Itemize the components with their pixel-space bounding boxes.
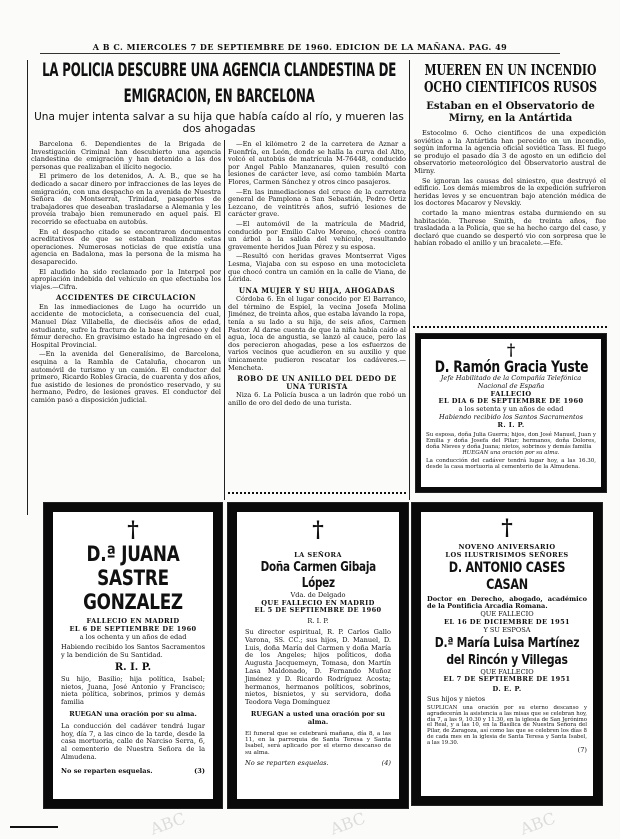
watermark: ABC xyxy=(147,808,188,839)
obituary-request: RUEGAN una oración por su alma. xyxy=(69,709,197,718)
dotted-rule xyxy=(413,326,607,329)
article-left-column xyxy=(31,141,221,496)
cross-icon: † xyxy=(312,517,324,543)
deceased-name: D. ANTONIO CASES CASAN xyxy=(448,559,566,593)
paragraph: —En el kilómetro 2 de la carretera de Aznar a Fuenfría, en León, donde se halla la curva del Alto, volcó el autobús de matrícula M-76448, conducido por Angel Pablo Manzanares, quien resultó con lesiones de carácter leve, así como también Marta Flores, Carmen Sánchez y otros cinco pasajeros. xyxy=(228,141,406,186)
obituary-intro: LOS ILUSTRISIMOS SEÑORES xyxy=(445,550,569,559)
paragraph: Barcelona 6. Dependientes de la Brigada de Investigación Criminal han descubierto una agencia clandestina de emigración y han detenido a las dos personas que realizaban el ilícito negocio. xyxy=(31,141,221,171)
deceased-name: D.ª María Luisa Martínez del Rincón y Villegas xyxy=(434,634,580,668)
obituary-line: FALLECIO EN MADRID xyxy=(86,617,180,625)
obituary-ramon-gracia-yuste xyxy=(416,334,606,492)
obituary-family: Su director espiritual, R. P. Carlos Gallo Varona, SS. CC.; sus hijos, D. Manuel, D. Luis, doña María del Carmen y doña María de los Angeles; hijos políticos, doña Augusta Jacquemeyn, Tomasa, don Martín Lasa Maldonado, D. Fernando Muñoz Jiménez y D. Ricardo Rodríguez Acosta; hermanos, hermanos políticos, sobrinos, nietos, bisnietos, y su servidora, doña Teodora Vega Domínguez xyxy=(245,627,391,707)
obituary-service: El funeral que se celebrará mañana, día 8, a las 11, en la parroquia de Santa Teresa y Santa Isabel, será aplicado por el eterno descanso de su alma. xyxy=(245,730,391,756)
obituary-line: EL 16 DE DICIEMBRE DE 1951 xyxy=(443,617,571,626)
column-rule xyxy=(224,140,225,500)
deceased-name: D. Ramón Gracia Yuste xyxy=(434,357,588,376)
paragraph: Córdoba 6. En el lugar conocido por El Barranco, del término de Espiel, la vecina Josefa Molina Jiménez, de treinta años, que estaba lavando la ropa, tenía a su lado a su hija, de seis años, Carmen Pastor. Al darse cuenta de que la niña había caído al agua, loca de angustia, se lanzó al cauce, pero las dos perecieron ahogadas, pese a los esfuerzos de varios vecinos que acudieron en su auxilio y que únicamente pudieron rescatar los cadáveres.—Mencheta. xyxy=(228,295,406,372)
rip: R. I. P. xyxy=(497,420,525,429)
obituary-line: Doctor en Derecho, abogado, académico de la Pontificia Arcadia Romana. xyxy=(427,594,587,611)
paragraph: El primero de los detenidos, A. A. B., que se ha dedicado a sacar dinero por infracciones de las leyes de emigración, con una despacho en la avenida de Nuestra Señora de Montserrat, Trinidad, pasaportes de trabajadores que deseaban trasladarse a Alemania y les proveía trabajo bien remunerado en aquel país. El recorrido se efectuaba en autobús. xyxy=(31,172,221,226)
obituary-intro: LA SEÑORA xyxy=(294,551,342,559)
right-subhead: Estaban en el Observatorio de Mirny, en la Antártida xyxy=(426,101,595,124)
obituary-line: FALLECIO xyxy=(490,389,532,398)
obituary-family: Su esposa, doña Julia Guerra; hijos, don José Manuel, Juan y Emilia y doña Josefa del Pilar; hermanos, doña Dolores, doña Nieves y doña Juana; nietos, sobrinos y demás familia xyxy=(426,431,596,450)
paragraph: —En las inmediaciones del cruce de la carretera general de Pamplona a San Sebastián, Pedro Ortiz Lezcano, de veintitrés años, sufrió lesiones de carácter grave. xyxy=(228,187,406,219)
paragraph: El aludido ha sido reclamado por la Interpol por apropiación indebida del vehículo en que efectuaba los viajes.—Cifra. xyxy=(31,267,221,291)
paragraph: En el despacho citado se encontraron documentos acreditativos de que se estaban realizando estas operaciones. Numerosas noticias de que existía una agencia en Badalona, mas la persona de la misma ha desaparecido. xyxy=(31,227,221,266)
page-header: A B C. MIERCOLES 7 DE SEPTIEMBRE DE 1960. EDICION DE LA MAÑANA. PAG. 49 xyxy=(40,42,560,54)
ad-code: (4) xyxy=(381,759,391,768)
obituary-service: SUPLICAN una oración por su eterno descanso y agradecerán la asistencia a las misas que se celebran hoy, día 7, a las 9, 10.30 y 11.30, en la iglesia de San Jerónimo el Real, y a las 10, en la Basílica de Nuestra Señora del Pilar, de Zaragoza, así como las que se celebren los días 8 de cada mes en la iglesia de Santa Teresa y Santa Isabel, a las 19.30. xyxy=(427,704,587,747)
article-right-column xyxy=(414,130,606,322)
ad-code: (7) xyxy=(577,746,587,755)
watermark: ABC xyxy=(517,808,558,839)
paragraph: —En la avenida del Generalísimo, de Barcelona, esquina a la Rambla de Cataluña, chocaron un automóvil de turismo y un camión. El conductor del primero, Ricardo Robles Gracia, de cuarenta y dos años, fue asistido de lesiones de pronóstico reservado, y su hermano, Pedro, de lesiones graves. El conductor del camión pasó a disposición judicial. xyxy=(31,350,221,404)
rip: D. E. P. xyxy=(492,685,522,694)
article-middle-column xyxy=(228,141,406,489)
cross-icon: † xyxy=(127,517,139,543)
obituary-line: a los setenta y un años de edad xyxy=(458,405,564,414)
obituary-line: Vda. de Delgado xyxy=(290,590,346,599)
cross-icon: † xyxy=(506,340,516,359)
right-headline: MUEREN EN UN INCENDIO OCHO CIENTIFICOS RUSOS xyxy=(423,62,598,96)
obituary-line: Habiendo recibido los Santos Sacramentos xyxy=(439,412,583,421)
obituary-line: EL 7 DE SEPTIEMBRE DE 1951 xyxy=(443,675,571,684)
column-rule xyxy=(27,60,28,515)
deceased-name: Doña Carmen Gibaja López xyxy=(260,559,376,591)
obituary-line: QUE FALLECIO xyxy=(480,667,534,676)
column-rule xyxy=(409,60,410,500)
obituary-intro: NOVENO ANIVERSARIO xyxy=(458,543,556,551)
rip: R. I. P. xyxy=(114,661,152,673)
paragraph: Niza 6. La Policía busca a un ladrón que robó un anillo de oro del dedo de una turista. xyxy=(228,391,406,407)
obituary-line: QUE FALLECIO xyxy=(480,610,534,619)
obituary-service: La conducción del cadáver tendrá lugar hoy, a las 16.30, desde la casa mortuoria al cementerio de la Almudena. xyxy=(426,458,596,471)
obituary-line: EL DIA 6 DE SEPTIEMBRE DE 1960 xyxy=(438,397,584,406)
obituary-closing: No se reparten esquelas. xyxy=(245,759,329,768)
obituary-line: EL 6 DE SEPTIEMBRE DE 1960 xyxy=(69,624,197,633)
obituary-line: Jefe Habilitado de la Compañía Telefónica Nacional de España xyxy=(440,374,582,390)
paragraph: —Resultó con heridas graves Montserrat Viges Lesma, Viajaba con su esposo en una motocicleta que chocó contra un camión en la calle de Viana, de Lérida. xyxy=(228,252,406,284)
rip: R. I. P. xyxy=(307,617,329,626)
obituary-family: Su hijo, Basilio; hija política, Isabel; nietos, Juana, José Antonio y Francisco; nieta política, sobrinos, primos y demás familia xyxy=(61,674,205,707)
obituary-line: Y SU ESPOSA xyxy=(483,625,531,634)
obituary-juana-sastre-gonzalez xyxy=(44,503,222,808)
obituary-service: La conducción del cadáver tendrá lugar hoy, día 7, a las cinco de la tarde, desde la casa mortuoria, calle de Narciso Serra, 6, al cementerio de Nuestra Señora de la Almudena. xyxy=(61,721,205,761)
obituary-line: a los ochenta y un años de edad xyxy=(79,632,187,641)
section-heading: UNA MUJER Y SU HIJA, AHOGADAS xyxy=(238,285,396,295)
section-heading: ACCIDENTES DE CIRCULACION xyxy=(55,293,197,303)
paragraph: Se ignoran las causas del siniestro, que destruyó el edificio. Los demás miembros de la expedición sufrieron heridas leves y se encuentran bajo atención médica de los doctores Macarov y Nevskiy. xyxy=(414,176,606,208)
dotted-rule xyxy=(228,492,406,495)
obituary-carmen-gibaja-lopez xyxy=(228,503,408,808)
paragraph: cortado la mano mientras estaba durmiendo en su habitación. Therese Smith, de treinta años, fue trasladada a la Policía, que se ha hecho cargo del caso, y declaró que cuando se despertó vio con sorpresa que le habían robado el anillo y un bracalete.—Efe. xyxy=(414,208,606,248)
cross-icon: † xyxy=(501,515,513,541)
obituary-line: QUE FALLECIO EN MADRID xyxy=(261,598,375,607)
obituary-antonio-cases-casan xyxy=(412,503,602,805)
obituary-family: Sus hijos y nietos xyxy=(427,694,486,703)
section-heading: ROBO DE UN ANILLO DEL DEDO DE UNA TURISTA xyxy=(237,374,397,391)
obituary-line: EL 5 DE SEPTIEMBRE DE 1960 xyxy=(254,606,382,615)
watermark: ABC xyxy=(327,808,368,839)
obituary-request: RUEGAN una oración por su alma. xyxy=(462,449,560,456)
obituary-note: Habiendo recibido los Santos Sacramentos y la bendición de Su Santidad. xyxy=(61,643,205,660)
rule xyxy=(10,826,58,828)
deceased-name: D.ª JUANA SASTRE GONZALEZ xyxy=(83,542,183,614)
paragraph: Estocolmo 6. Ocho científicos de una expedición soviética a la Antártida han perecido en un incendio, según informa la agencia oficial soviética Tass. El fuego se produjo el pasado día 3 de agosto en un edificio del observatorio meteorológico del Observatorio austral de Mirny. xyxy=(414,130,606,175)
ad-code: (3) xyxy=(194,766,205,775)
main-headline: LA POLICIA DESCUBRE UNA AGENCIA CLANDESTINA DE EMIGRACION, EN BARCELONA xyxy=(42,59,397,107)
obituary-request: RUEGAN a usted una oración por su alma. xyxy=(250,709,386,726)
main-subhead: Una mujer intenta salvar a su hija que había caído al río, y mueren las dos ahogadas xyxy=(34,111,404,135)
obituary-closing: No se reparten esquelas. xyxy=(61,766,153,775)
paragraph: —El automóvil de la matrícula de Madrid, conducido por Emilio Calvo Moreno, chocó contra un árbol a la salida del vehículo, resultando gravemente heridos Juan Pérez y su esposa. xyxy=(228,219,406,251)
paragraph: En las inmediaciones de Lugo ha ocurrido un accidente de motocicleta, a consecuencia del cual, Manuel Díaz Villabella, de dieciséis años de edad, estudiante, sufre la fractura de la base del cráneo y del fémur derecho. En gravísimo estado ha ingresado en el Hospital Provincial. xyxy=(31,302,221,349)
